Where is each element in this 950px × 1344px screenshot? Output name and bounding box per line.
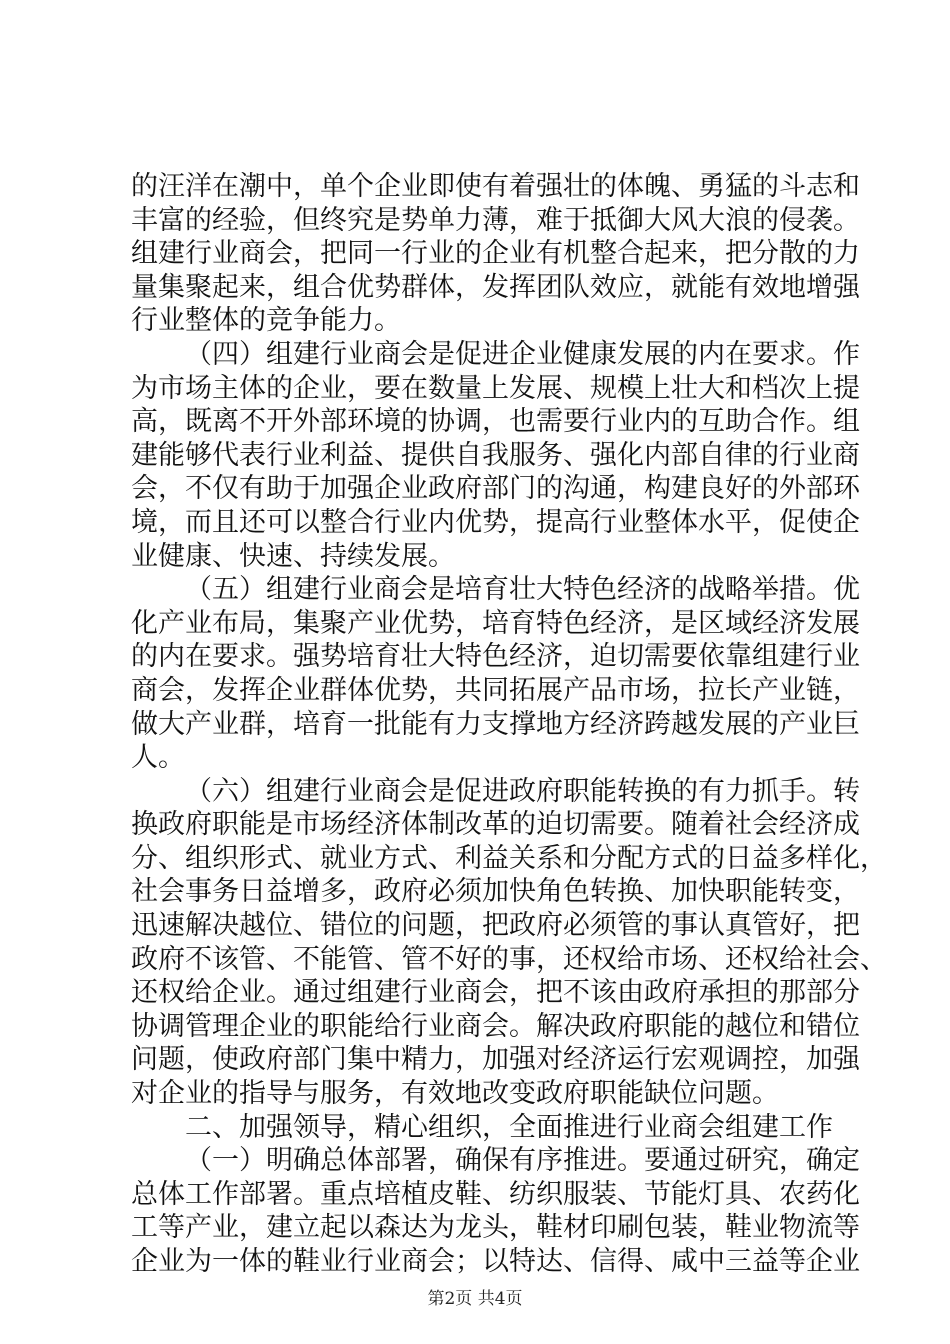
document-body bbox=[131, 170, 887, 1279]
page-footer: 第2页 共4页 bbox=[427, 1289, 523, 1309]
text-line: （五）组建行业商会是培育壮大特色经济的战略举措。优 bbox=[185, 574, 860, 606]
text-line: 问题，使政府部门集中精力，加强对经济运行宏观调控，加强 bbox=[131, 1044, 860, 1076]
text-line: 为市场主体的企业，要在数量上发展、规模上壮大和档次上提 bbox=[131, 372, 860, 404]
text-line: 境，而且还可以整合行业内优势，提高行业整体水平，促使企 bbox=[131, 506, 860, 538]
text-line: 化产业布局，集聚产业优势，培育特色经济，是区域经济发展 bbox=[131, 607, 860, 639]
text-line: （六）组建行业商会是促进政府职能转换的有力抓手。转 bbox=[185, 775, 860, 807]
text-line: 迅速解决越位、错位的问题，把政府必须管的事认真管好，把 bbox=[131, 910, 860, 942]
text-line: 换政府职能是市场经济体制改革的迫切需要。随着社会经济成 bbox=[131, 809, 860, 841]
text-line: 的内在要求。强势培育壮大特色经济，迫切需要依靠组建行业 bbox=[131, 641, 860, 673]
text-line: 分、组织形式、就业方式、利益关系和分配方式的日益多样化， bbox=[131, 842, 887, 874]
text-line: 业健康、快速、持续发展。 bbox=[131, 540, 455, 572]
text-line: 社会事务日益增多，政府必须加快角色转换、加快职能转变， bbox=[131, 876, 860, 908]
text-line: 还权给企业。通过组建行业商会，把不该由政府承担的那部分 bbox=[131, 977, 860, 1009]
text-line: 总体工作部署。重点培植皮鞋、纺织服装、节能灯具、农药化 bbox=[131, 1178, 860, 1210]
text-line: 建能够代表行业利益、提供自我服务、强化内部自律的行业商 bbox=[131, 439, 860, 471]
text-line: 对企业的指导与服务，有效地改变政府职能缺位问题。 bbox=[131, 1078, 779, 1110]
text-line: 政府不该管、不能管、管不好的事，还权给市场、还权给社会、 bbox=[131, 943, 887, 975]
text-line: 二、加强领导，精心组织，全面推进行业商会组建工作 bbox=[185, 1111, 833, 1143]
text-line: （四）组建行业商会是促进企业健康发展的内在要求。作 bbox=[185, 338, 860, 370]
text-line: 人。 bbox=[131, 742, 185, 774]
text-line: 行业整体的竞争能力。 bbox=[131, 305, 401, 337]
text-line: 丰富的经验，但终究是势单力薄，难于抵御大风大浪的侵袭。 bbox=[131, 204, 860, 236]
text-line: 商会，发挥企业群体优势，共同拓展产品市场，拉长产业链， bbox=[131, 674, 860, 706]
text-line: 会，不仅有助于加强企业政府部门的沟通，构建良好的外部环 bbox=[131, 473, 860, 505]
text-line: 组建行业商会，把同一行业的企业有机整合起来，把分散的力 bbox=[131, 238, 860, 270]
text-line: 企业为一体的鞋业行业商会；以特达、信得、咸中三益等企业 bbox=[131, 1246, 860, 1277]
text-line: 协调管理企业的职能给行业商会。解决政府职能的越位和错位 bbox=[131, 1010, 860, 1042]
text-line: （一）明确总体部署，确保有序推进。要通过研究，确定 bbox=[185, 1145, 860, 1177]
text-line: 量集聚起来，组合优势群体，发挥团队效应，就能有效地增强 bbox=[131, 271, 860, 303]
text-line: 工等产业，建立起以森达为龙头，鞋材印刷包装，鞋业物流等 bbox=[131, 1212, 860, 1244]
text-line: 的汪洋在潮中，单个企业即使有着强壮的体魄、勇猛的斗志和 bbox=[131, 171, 860, 202]
text-line: 高，既离不开外部环境的协调，也需要行业内的互助合作。组 bbox=[131, 406, 860, 438]
text-line: 做大产业群，培育一批能有力支撑地方经济跨越发展的产业巨 bbox=[131, 708, 860, 740]
